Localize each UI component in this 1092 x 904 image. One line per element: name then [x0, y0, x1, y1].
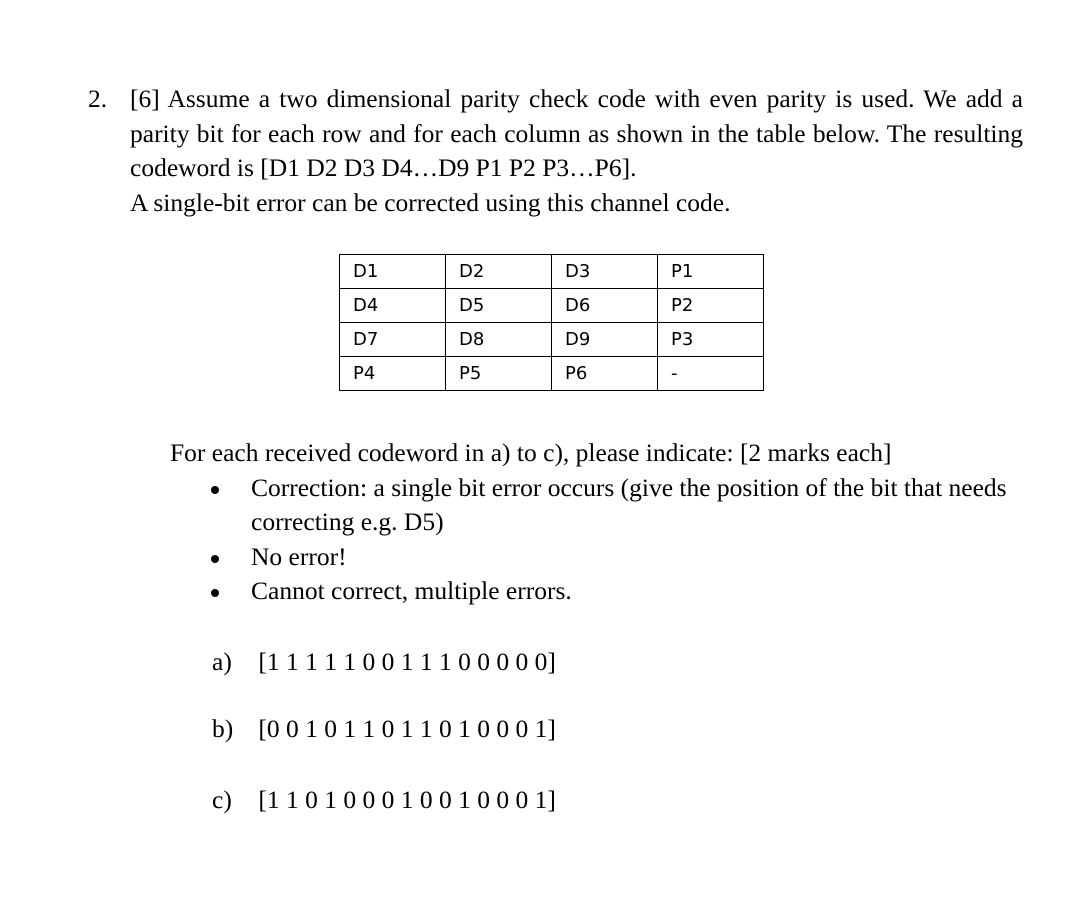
table-cell: P1	[658, 255, 764, 289]
part-label: b)	[212, 714, 234, 743]
part-codeword: [0 0 1 0 1 1 0 1 1 0 1 0 0 0 1]	[258, 714, 556, 743]
instructions-lead: For each received codeword in a) to c), please indicate: [2 marks each]	[170, 438, 892, 467]
table-cell: D8	[446, 323, 552, 357]
question-number: 2.	[88, 84, 108, 113]
table-cell: P3	[658, 323, 764, 357]
table-cell: D5	[446, 289, 552, 323]
table-cell: D1	[340, 255, 446, 289]
question-note: A single-bit error can be corrected using this channel code.	[130, 187, 731, 217]
part-a	[212, 645, 556, 679]
list-item	[170, 574, 1030, 609]
table-row	[340, 289, 764, 323]
table-row	[340, 323, 764, 357]
bullet-icon	[211, 486, 219, 494]
part-label: c)	[212, 785, 232, 814]
table-row	[340, 255, 764, 289]
table-cell: P2	[658, 289, 764, 323]
table-cell: D6	[552, 289, 658, 323]
table-cell: D3	[552, 255, 658, 289]
list-item	[170, 471, 1030, 540]
table-cell: D7	[340, 323, 446, 357]
question-block	[88, 82, 1023, 220]
table-cell: P4	[340, 357, 446, 391]
part-c	[212, 783, 556, 817]
table-cell: -	[658, 357, 764, 391]
part-codeword: [1 1 0 1 0 0 0 1 0 0 1 0 0 0 1]	[258, 785, 556, 814]
part-codeword: [1 1 1 1 1 0 0 1 1 1 0 0 0 0 0]	[258, 647, 556, 676]
list-item	[170, 540, 1030, 575]
option-text: No error!	[251, 541, 347, 571]
option-text: Correction: a single bit error occurs (give the position of the bit that needs correcting e.g. D5)	[251, 472, 1007, 536]
instructions-block	[170, 436, 1030, 609]
bullet-icon	[211, 555, 219, 563]
question-intro: [6] Assume a two dimensional parity check code with even parity is used. We add a parity bit for each row and for each column as shown in the table below. The resulting codeword is [D1 D2 D3 D4…D9 P1 P2 P3…P6].	[130, 84, 1023, 182]
option-list	[170, 471, 1030, 609]
part-b	[212, 712, 556, 746]
question-text	[130, 82, 1023, 220]
table-cell: D4	[340, 289, 446, 323]
parity-table	[339, 254, 764, 391]
table-row	[340, 357, 764, 391]
table-cell: D9	[552, 323, 658, 357]
option-text: Cannot correct, multiple errors.	[251, 576, 572, 605]
table-cell: P6	[552, 357, 658, 391]
part-label: a)	[212, 647, 232, 676]
table-cell: D2	[446, 255, 552, 289]
table-cell: P5	[446, 357, 552, 391]
bullet-icon	[211, 589, 219, 597]
